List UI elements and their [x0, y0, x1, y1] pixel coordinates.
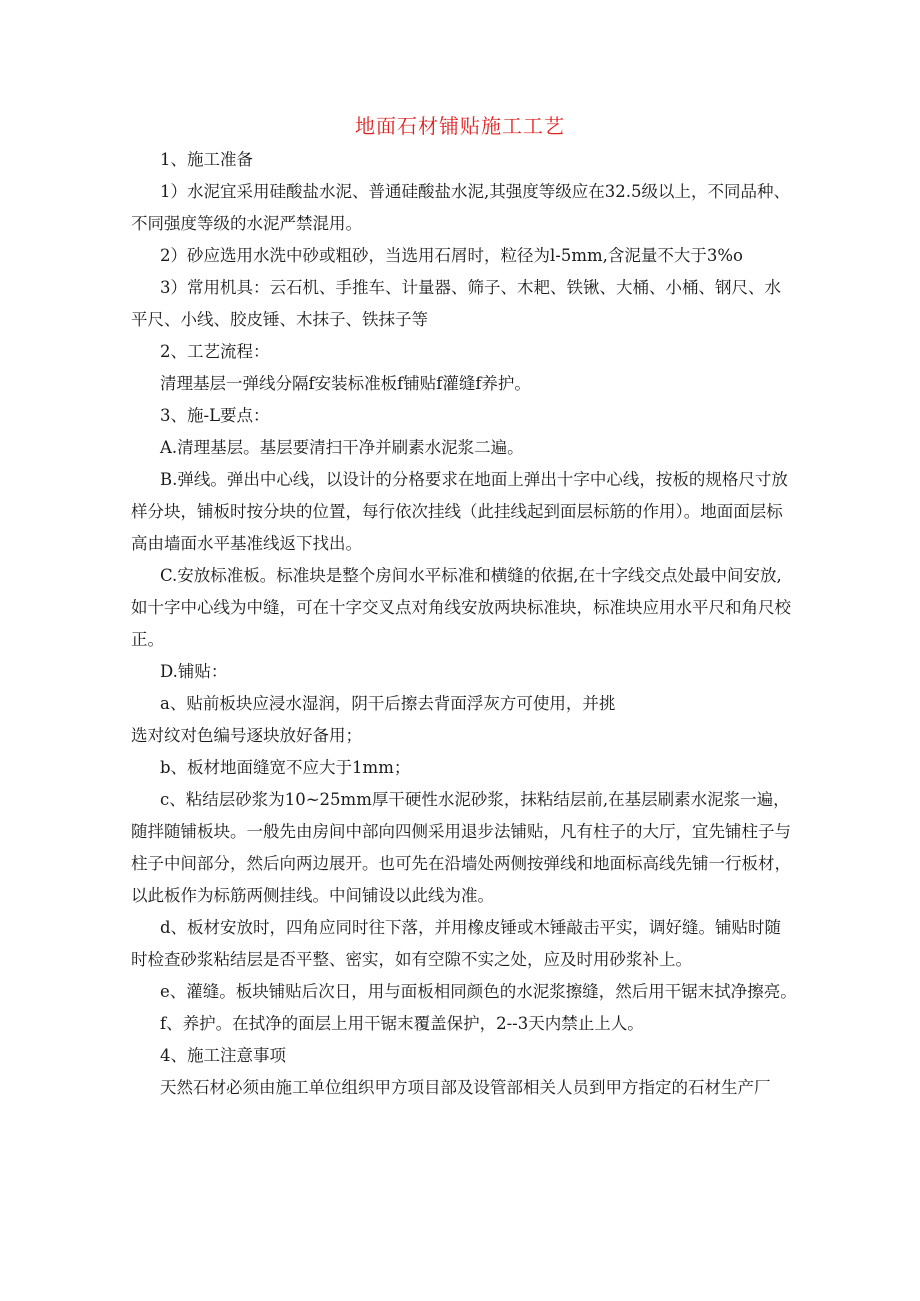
text-line: 选对纹对色编号逐块放好备用；	[131, 726, 362, 745]
text-line: e、灌缝。板块铺贴后次日，用与面板相同颜色的水泥浆擦缝，然后用干锯末拭净擦亮。	[160, 982, 797, 1001]
text-line: 正。	[131, 630, 164, 649]
text-line: 1）水泥宜采用硅酸盐水泥、普通硅酸盐水泥,其强度等级应在32.5级以上，不同品种、	[160, 182, 790, 201]
text-line: f、养护。在拭净的面层上用干锯末覆盖保护，2--3天内禁止上人。	[160, 1014, 644, 1033]
text-line: 柱子中间部分，然后向两边展开。也可先在沿墙处两侧按弹线和地面标高线先铺一行板材，	[131, 854, 791, 873]
document-body	[0, 144, 920, 1104]
text-line: 天然石材必须由施工单位组织甲方项目部及设管部相关人员到甲方指定的石材生产厂	[160, 1078, 771, 1097]
text-line: 样分块，铺板时按分块的位置，每行依次挂线（此挂线起到面层标筋的作用）。地面面层标	[131, 502, 783, 521]
text-line: 3、施-L要点：	[160, 406, 270, 425]
text-line: 3）常用机具：云石机、手推车、计量器、筛子、木耙、铁锹、大桶、小桶、钢尺、水	[160, 278, 781, 297]
text-line: 时检查砂浆粘结层是否平整、密实，如有空隙不实之处，应及时用砂浆补上。	[131, 950, 692, 969]
text-line: 高由墙面水平基准线返下找出。	[131, 534, 362, 553]
text-line: a、贴前板块应浸水湿润，阴干后擦去背面浮灰方可使用，并挑	[160, 694, 616, 713]
text-line: b、板材地面缝宽不应大于1mm；	[160, 758, 411, 777]
text-line: 平尺、小线、胶皮锤、木抹子、铁抹子等	[131, 310, 428, 329]
text-line: 清理基层一弹线分隔f安装标准板f铺贴f灌缝f养护。	[160, 374, 531, 393]
text-line: 4、施工注意事项	[160, 1046, 286, 1065]
text-line: 2、工艺流程：	[160, 342, 270, 361]
document-title: 地面石材铺贴施工工艺	[355, 114, 565, 138]
text-line: c、粘结层砂浆为10~25mm厚干硬性水泥砂浆，抹粘结层前,在基层刷素水泥浆一遍，	[160, 790, 790, 809]
text-line: 1、施工准备	[160, 150, 253, 169]
text-line: C.安放标准板。标准块是整个房间水平标准和横缝的依据,在十字线交点处最中间安放,	[160, 566, 782, 585]
text-line: D.铺贴：	[160, 662, 228, 681]
text-line: 如十字中心线为中缝，可在十字交叉点对角线安放两块标准块，标准块应用水平尺和角尺校	[131, 598, 791, 617]
text-line: d、板材安放时，四角应同时往下落，并用橡皮锤或木锤敲击平实，调好缝。铺贴时随	[160, 918, 782, 937]
text-line: 以此板作为标筋两侧挂线。中间铺设以此线为准。	[131, 886, 494, 905]
text-line: 2）砂应选用水洗中砂或粗砂，当选用石屑时，粒径为l-5mm,含泥量不大于3%o	[160, 246, 743, 265]
text-line: B.弹线。弹出中心线，以设计的分格要求在地面上弹出十字中心线，按板的规格尺寸放	[160, 470, 788, 489]
text-line: 随拌随铺板块。一般先由房间中部向四侧采用退步法铺贴，凡有柱子的大厅，宜先铺柱子与	[131, 822, 791, 841]
text-line: A.清理基层。基层要清扫干净并刷素水泥浆二遍。	[160, 438, 524, 457]
text-line: 不同强度等级的水泥严禁混用。	[131, 214, 362, 233]
